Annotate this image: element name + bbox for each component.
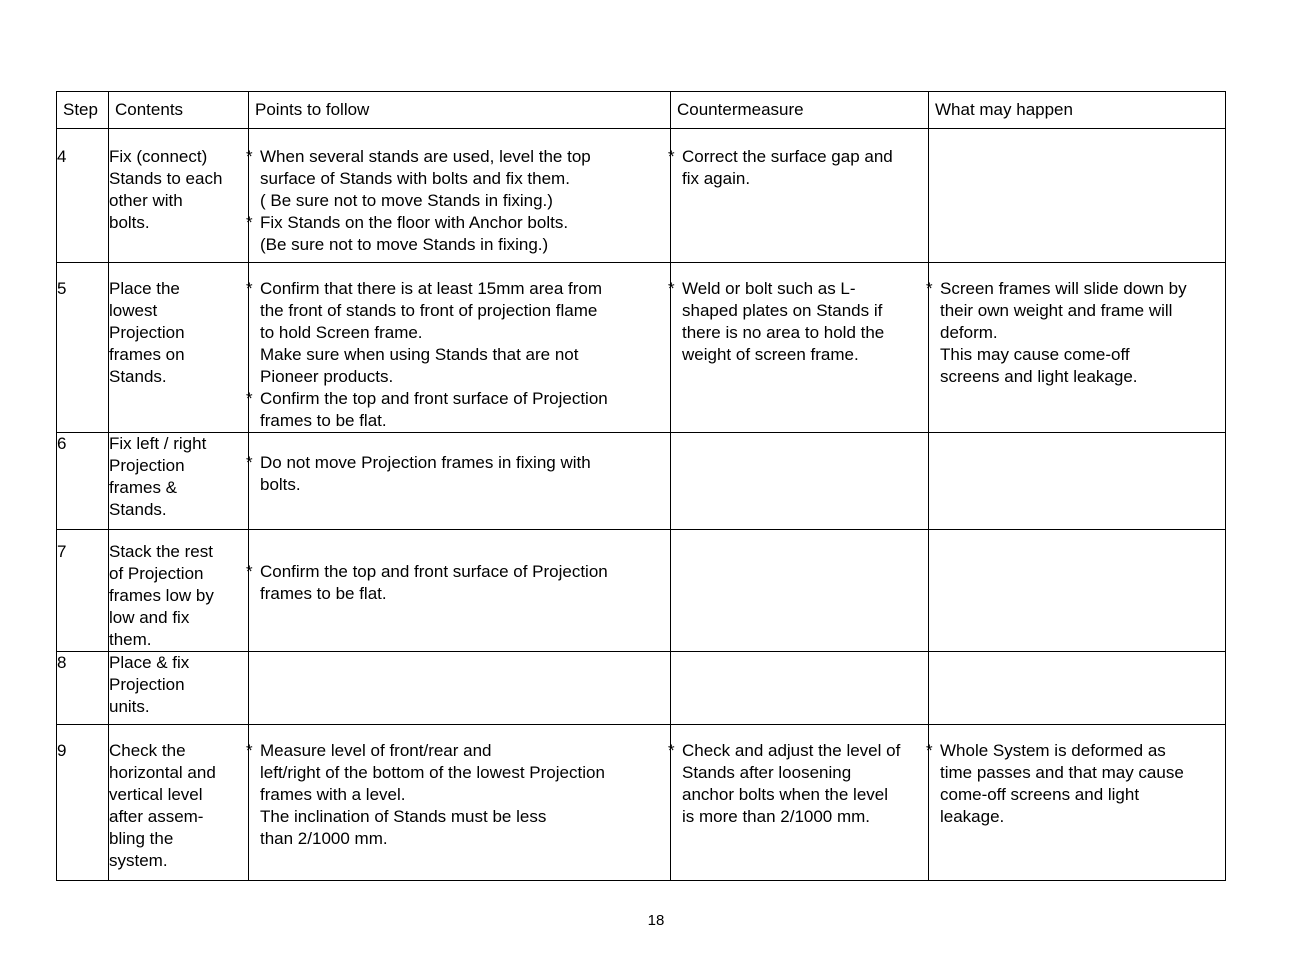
what-may-happen (929, 129, 1226, 263)
header-points: Points to follow (249, 92, 671, 129)
countermeasure-text: anchor bolts when the level (682, 785, 889, 804)
bullet-marker: * (926, 741, 933, 760)
what-may-happen-text: Whole System is deformed as (940, 741, 1166, 760)
points-to-follow-text: Confirm the top and front surface of Projection (260, 562, 608, 581)
page-number: 18 (647, 912, 665, 929)
points-to-follow (246, 433, 671, 530)
countermeasure (671, 433, 929, 530)
bullet-marker: * (246, 279, 253, 298)
countermeasure-text: shaped plates on Stands if (682, 301, 883, 320)
points-to-follow-line (246, 561, 670, 583)
points-to-follow (246, 129, 671, 263)
points-to-follow-line (249, 190, 670, 212)
header-what-may-happen: What may happen (929, 92, 1226, 129)
contents-line: units. (109, 697, 150, 716)
countermeasure-line (668, 740, 928, 762)
what-may-happen-text: Screen frames will slide down by (940, 279, 1187, 298)
contents-line: low and fix (109, 608, 190, 627)
what-may-happen-line (929, 322, 1225, 344)
countermeasure-line (671, 806, 928, 828)
contents-line: lowest (109, 301, 158, 320)
countermeasure (668, 263, 929, 433)
points-to-follow-text: Measure level of front/rear and (260, 741, 492, 760)
points-to-follow-line (249, 806, 670, 828)
contents-line: frames low by (109, 586, 214, 605)
contents-line: Stands. (109, 367, 167, 386)
bullet-marker: * (926, 279, 933, 298)
points-to-follow-text: to hold Screen frame. (260, 323, 423, 342)
contents-line: Projection (109, 675, 185, 694)
countermeasure-text: is more than 2/1000 mm. (682, 807, 871, 826)
points-to-follow-line (249, 784, 670, 806)
what-may-happen-text: This may cause come-off (940, 345, 1130, 364)
contents-line: bolts. (109, 213, 150, 232)
what-may-happen (929, 652, 1226, 725)
countermeasure-line (671, 300, 928, 322)
bullet-marker: * (668, 279, 675, 298)
contents-line: Projection (109, 456, 185, 475)
what-may-happen (929, 530, 1226, 652)
bullet-marker: * (246, 562, 253, 581)
contents-line: Projection (109, 323, 185, 342)
contents-line: Fix left / right (109, 434, 207, 453)
table-row (57, 433, 1226, 530)
countermeasure (668, 725, 929, 881)
contents-line: frames & (109, 478, 178, 497)
points-to-follow-text: Pioneer products. (260, 367, 394, 386)
points-to-follow-text: ( Be sure not to move Stands in fixing.) (260, 191, 553, 210)
points-to-follow-text: Make sure when using Stands that are not (260, 345, 579, 364)
points-to-follow (246, 263, 671, 433)
what-may-happen (926, 725, 1226, 881)
contents-line: Place & fix (109, 653, 190, 672)
contents-line: Place the (109, 279, 180, 298)
points-to-follow-text: (Be sure not to move Stands in fixing.) (260, 235, 549, 254)
contents-line: vertical level (109, 785, 203, 804)
bullet-marker: * (668, 741, 675, 760)
points-to-follow-line (249, 300, 670, 322)
points-to-follow-text: bolts. (260, 475, 301, 494)
points-to-follow-line (246, 740, 670, 762)
points-to-follow-line (246, 452, 670, 474)
points-to-follow-text: Do not move Projection frames in fixing with (260, 453, 591, 472)
step-number: 7 (57, 530, 109, 652)
what-may-happen-text: come-off screens and light (940, 785, 1140, 804)
what-may-happen-text: time passes and that may cause (940, 763, 1184, 782)
countermeasure-line (668, 278, 928, 300)
countermeasure-line (671, 762, 928, 784)
table-row (57, 129, 1226, 263)
points-to-follow-line (249, 234, 670, 256)
contents-line: frames on (109, 345, 185, 364)
bullet-marker: * (246, 213, 253, 232)
points-to-follow-line (249, 322, 670, 344)
header-step: Step (57, 92, 109, 129)
what-may-happen-line (929, 344, 1225, 366)
bullet-marker: * (246, 453, 253, 472)
points-to-follow-line (249, 828, 670, 850)
points-to-follow (249, 652, 671, 725)
countermeasure-text: Correct the surface gap and (682, 147, 893, 166)
countermeasure-line (671, 784, 928, 806)
step-number: 4 (57, 129, 109, 263)
step-number: 9 (57, 725, 109, 881)
contents-line: of Projection (109, 564, 204, 583)
what-may-happen-line (929, 762, 1225, 784)
points-to-follow-text: than 2/1000 mm. (260, 829, 388, 848)
countermeasure (671, 652, 929, 725)
points-to-follow-text: frames to be flat. (260, 411, 387, 430)
step-contents (109, 652, 249, 725)
countermeasure-text: Stands after loosening (682, 763, 852, 782)
countermeasure (671, 530, 929, 652)
points-to-follow (246, 725, 671, 881)
table-body (57, 129, 1226, 881)
header-contents: Contents (109, 92, 249, 129)
what-may-happen-text: deform. (940, 323, 998, 342)
points-to-follow-text: the front of stands to front of projection flame (260, 301, 598, 320)
what-may-happen-line (926, 278, 1225, 300)
points-to-follow-text: left/right of the bottom of the lowest Projection (260, 763, 605, 782)
step-number: 6 (57, 433, 109, 530)
countermeasure (668, 129, 929, 263)
points-to-follow-text: frames with a level. (260, 785, 406, 804)
what-may-happen-line (929, 806, 1225, 828)
contents-line: horizontal and (109, 763, 216, 782)
step-contents (109, 725, 249, 881)
step-contents (109, 530, 249, 652)
points-to-follow-line (246, 388, 670, 410)
step-contents (109, 129, 249, 263)
points-to-follow-line (249, 474, 670, 496)
what-may-happen-line (929, 300, 1225, 322)
what-may-happen-line (929, 366, 1225, 388)
contents-line: after assem- (109, 807, 204, 826)
countermeasure-line (671, 322, 928, 344)
table-row (57, 652, 1226, 725)
what-may-happen-text: screens and light leakage. (940, 367, 1138, 386)
points-to-follow-line (246, 278, 670, 300)
what-may-happen (926, 263, 1226, 433)
countermeasure-text: there is no area to hold the (682, 323, 885, 342)
points-to-follow-text: When several stands are used, level the top (260, 147, 591, 166)
bullet-marker: * (246, 147, 253, 166)
points-to-follow-line (246, 146, 670, 168)
step-contents (109, 263, 249, 433)
countermeasure-text: Weld or bolt such as L- (682, 279, 856, 298)
what-may-happen-text: leakage. (940, 807, 1005, 826)
contents-line: Stack the rest (109, 542, 213, 561)
contents-line: other with (109, 191, 183, 210)
points-to-follow-line (249, 344, 670, 366)
what-may-happen-line (926, 740, 1225, 762)
contents-line: bling the (109, 829, 174, 848)
points-to-follow-text: Fix Stands on the floor with Anchor bolts. (260, 213, 569, 232)
points-to-follow-line (249, 366, 670, 388)
step-contents (109, 433, 249, 530)
points-to-follow-text: Confirm that there is at least 15mm area from (260, 279, 603, 298)
points-to-follow-text: frames to be flat. (260, 584, 387, 603)
what-may-happen-line (929, 784, 1225, 806)
contents-line: Check the (109, 741, 186, 760)
contents-line: Stands to each (109, 169, 223, 188)
table-row (57, 263, 1226, 433)
countermeasure-text: fix again. (682, 169, 751, 188)
points-to-follow (246, 530, 671, 652)
bullet-marker: * (246, 389, 253, 408)
bullet-marker: * (668, 147, 675, 166)
points-to-follow-line (249, 762, 670, 784)
points-to-follow-text: The inclination of Stands must be less (260, 807, 547, 826)
countermeasure-text: weight of screen frame. (682, 345, 859, 364)
header-countermeasure: Countermeasure (671, 92, 929, 129)
countermeasure-line (671, 344, 928, 366)
countermeasure-line (671, 168, 928, 190)
bullet-marker: * (246, 741, 253, 760)
contents-line: Fix (connect) (109, 147, 208, 166)
table-row (57, 530, 1226, 652)
contents-line: system. (109, 851, 168, 870)
points-to-follow-line (249, 583, 670, 605)
points-to-follow-text: Confirm the top and front surface of Projection (260, 389, 608, 408)
countermeasure-text: Check and adjust the level of (682, 741, 901, 760)
points-to-follow-line (246, 212, 670, 234)
points-to-follow-line (249, 168, 670, 190)
table-header-row (57, 92, 1226, 129)
assembly-steps-table (56, 91, 1226, 881)
what-may-happen-text: their own weight and frame will (940, 301, 1173, 320)
what-may-happen (929, 433, 1226, 530)
contents-line: Stands. (109, 500, 167, 519)
step-number: 5 (57, 263, 109, 433)
step-number: 8 (57, 652, 109, 725)
countermeasure-line (668, 146, 928, 168)
contents-line: them. (109, 630, 152, 649)
table-row (57, 725, 1226, 881)
points-to-follow-text: surface of Stands with bolts and fix them. (260, 169, 570, 188)
points-to-follow-line (249, 410, 670, 432)
